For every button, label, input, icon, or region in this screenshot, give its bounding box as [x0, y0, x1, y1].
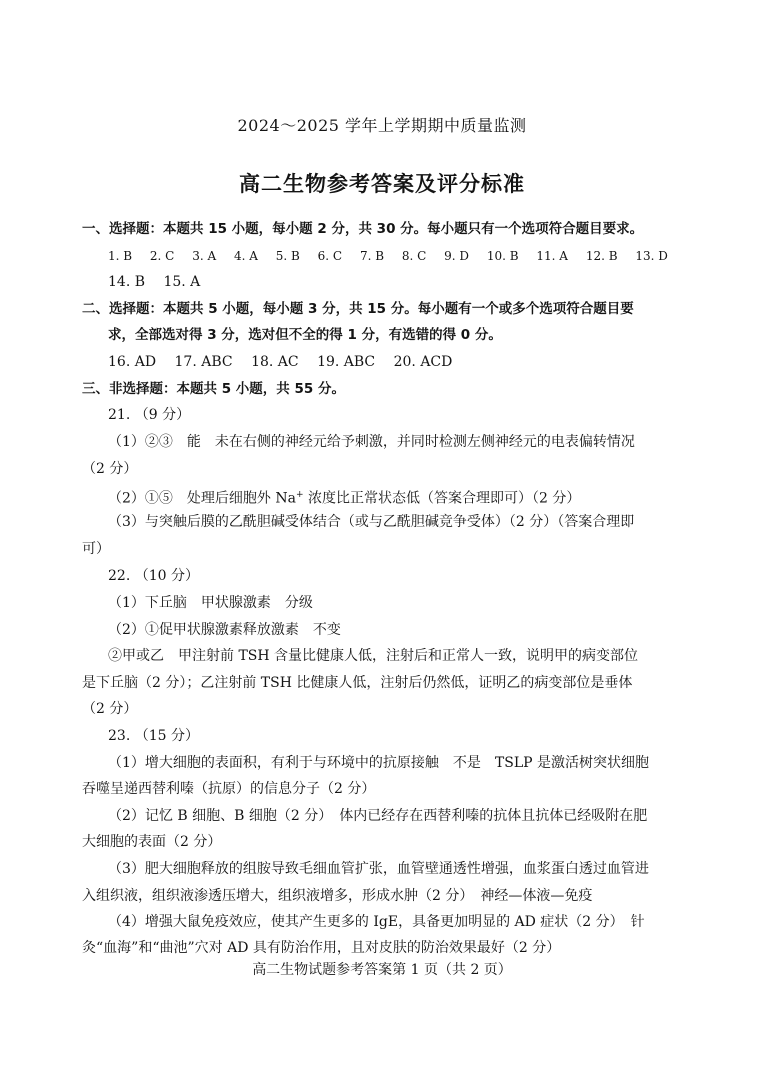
section-2-heading-line-1: 二、选择题：本题共 5 小题，每小题 3 分，共 15 分。每小题有一个或多个选项符合题目要	[82, 301, 634, 317]
answer-item: 4. A	[233, 249, 258, 263]
answer-item: 17. ABC	[174, 354, 233, 370]
q22-answer-3-line-2: 是下丘脑（2 分）；乙注射前 TSH 比健康人低，注射后仍然低，证明乙的病变部位是垂体	[82, 675, 633, 691]
answer-item: 20. ACD	[393, 354, 453, 370]
q22-answer-3-line-1: ②甲或乙 甲注射前 TSH 含量比健康人低，注射后和正常人一致，说明甲的病变部位	[108, 648, 639, 664]
question-23-title: 23. （15 分）	[108, 728, 199, 744]
answer-item: 6. C	[317, 249, 343, 263]
q21-answer-2-text: （2）①⑤ 处理后细胞外 Na	[108, 490, 296, 507]
q23-answer-2-line-2: 大细胞的表面（2 分）	[82, 834, 222, 850]
answer-item: 7. B	[359, 249, 385, 263]
question-21-title: 21. （9 分）	[108, 407, 191, 423]
answer-item: 9. D	[444, 249, 470, 263]
answer-item: 19. ABC	[317, 354, 376, 370]
exam-title: 2024～2025 学年上学期期中质量监测	[237, 116, 527, 135]
answer-item: 8. C	[401, 249, 427, 263]
superscript-plus: +	[295, 490, 304, 500]
q23-answer-4-line-2: 灸“血海”和“曲池”穴对 AD 具有防治作用，且对皮肤的防治效果最好（2 分）	[82, 940, 561, 956]
q23-answer-3-line-1: （3）肥大细胞释放的组胺导致毛细血管扩张，血管壁通透性增强，血浆蛋白透过血管进	[108, 861, 649, 877]
q23-answer-3-line-2: 入组织液，组织液渗透压增大，组织液增多，形成水肿（2 分） 神经—体液—免疫	[82, 888, 593, 904]
q21-answer-2	[108, 485, 580, 509]
answer-item: 12. B	[585, 249, 618, 263]
question-22-title: 22. （10 分）	[108, 568, 199, 584]
q22-answer-2: （2）①促甲状腺激素释放激素 不变	[108, 622, 341, 638]
q22-answer-1: （1）下丘脑 甲状腺激素 分级	[108, 595, 313, 611]
answer-item: 5. B	[275, 249, 300, 263]
page-footer: 高二生物试题参考答案第 1 页（共 2 页）	[252, 962, 512, 978]
q21-answer-1-line-2: （2 分）	[82, 461, 138, 477]
q23-answer-2-line-1: （2）记忆 B 细胞、B 细胞（2 分） 体内已经存在西替利嗪的抗体且抗体已经吸附在肥	[108, 808, 648, 824]
section-3-heading: 三、非选择题：本题共 5 小题，共 55 分。	[82, 381, 345, 397]
section-1-answers-row-2	[108, 272, 214, 292]
answer-item: 1. B	[108, 249, 133, 263]
answer-item: 2. C	[149, 249, 175, 263]
answer-item: 13. D	[635, 249, 668, 263]
section-1-answers-row-1	[108, 246, 682, 266]
q21-answer-3-line-2: 可）	[82, 541, 110, 557]
answer-item: 10. B	[486, 249, 519, 263]
answer-item: 3. A	[192, 249, 217, 263]
answer-item: 16. AD	[108, 354, 157, 370]
q21-answer-3-line-1: （3）与突触后膜的乙酰胆碱受体结合（或与乙酰胆碱竞争受体）（2 分）（答案合理即	[108, 514, 635, 530]
q21-answer-2-text-end: 浓度比正常状态低（答案合理即可）（2 分）	[303, 490, 581, 507]
answer-item: 14. B	[108, 274, 146, 290]
q23-answer-1-line-1: （1）增大细胞的表面积，有利于与环境中的抗原接触 不是 TSLP 是激活树突状细胞	[108, 755, 650, 771]
q21-answer-1-line-1: （1）②③ 能 未在右侧的神经元给予刺激，并同时检测左侧神经元的电表偏转情况	[108, 434, 635, 450]
q23-answer-1-line-2: 吞噬呈递西替利嗪（抗原）的信息分子（2 分）	[82, 781, 376, 797]
section-1-heading: 一、选择题：本题共 15 小题，每小题 2 分，共 30 分。每小题只有一个选项符合题目要求。	[82, 221, 644, 237]
page-title: 高二生物参考答案及评分标准	[239, 172, 525, 196]
q22-answer-3-line-3: （2 分）	[82, 701, 138, 717]
section-2-answers	[108, 352, 466, 372]
answer-item: 11. A	[536, 249, 568, 263]
q23-answer-4-line-1: （4）增强大鼠免疫效应，使其产生更多的 IgE，具备更加明显的 AD 症状（2 分） 针	[108, 914, 645, 930]
section-2-heading-line-2: 求，全部选对得 3 分，选对但不全的得 1 分，有选错的得 0 分。	[108, 327, 502, 343]
answer-item: 18. AC	[251, 354, 299, 370]
answer-item: 15. A	[163, 274, 201, 290]
